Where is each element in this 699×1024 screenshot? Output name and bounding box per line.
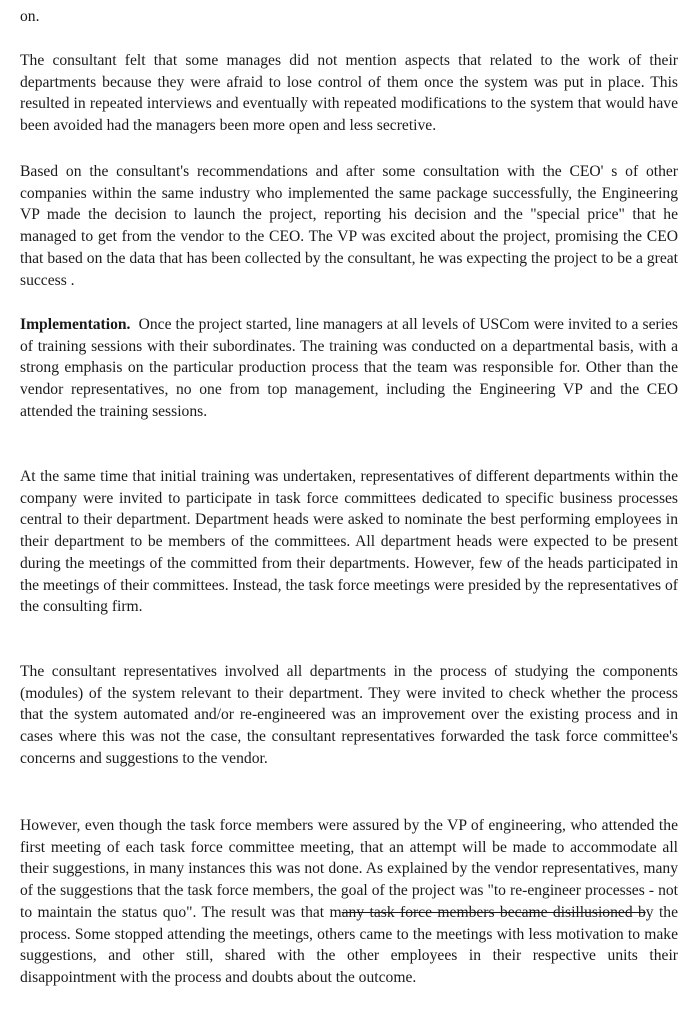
page-fragment: on. bbox=[20, 8, 40, 25]
paragraph-implementation bbox=[20, 314, 678, 423]
struck-through-text: any task force members became disillusioned b bbox=[341, 903, 646, 921]
disillusion-text-after: y the process. Some stopped attending the meetings, others came to the meetings with less motivation to make suggestions, and other still, shared with the other employees in their respective units their disappointment with the process and doubts about the outcome. bbox=[20, 903, 678, 986]
paragraph-disillusion bbox=[20, 815, 678, 989]
paragraph-consultant-representatives: The consultant representatives involved all departments in the process of studying the components (modules) of the system relevant to their department. They were invited to check whether the process that the system automated and/or re-engineered was an improvement over the existing process and in cases where this was not the case, the consultant representatives forwarded the task force committee's concerns and suggestions to the vendor. bbox=[20, 663, 678, 767]
paragraph-task-force: At the same time that initial training was undertaken, representatives of different departments within the company were invited to participate in task force committees dedicated to specific business processes central to their department. Department heads were asked to nominate the best performing employees in their department to be members of the committees. All department heads were expected to be present during the meetings of the committed from their departments. However, few of the heads participated in the meetings of their committees. Instead, the task force meetings were presided by the representatives of the consulting firm. bbox=[20, 468, 678, 616]
disillusion-text-before: However, even though the task force members were assured by the VP of engineering, who attended the first meeting of each task force committee meeting, that an attempt will be made to accommodate all their suggestions, in many instances this was not done. As explained by the vendor representatives, many of the suggestions that the task force members, the goal of the project was "to re-engineer processes - not to maintain the status quo". The result was that m bbox=[20, 817, 678, 921]
section-heading-implementation: Implementation. bbox=[20, 316, 131, 333]
implementation-text: Once the project started, line managers at all levels of USCom were invited to a series of training sessions with their subordinates. The training was conducted on a departmental basis, with a strong emphasis on the particular production process that the team was responsible for. Other than the vendor representatives, no one from top management, including the Engineering VP and the CEO attended the training sessions. bbox=[20, 316, 679, 420]
paragraph-recommendations: Based on the consultant's recommendations and after some consultation with the CEO' s of other companies within the same industry who implemented the same package successfully, the Engineering VP made the decision to launch the project, reporting his decision and the "special price" that he managed to get from the vendor to the CEO. The VP was excited about the project, promising the CEO that based on the data that has been collected by the consultant, he was expecting the project to be a great success . bbox=[20, 163, 678, 289]
paragraph-consultant-managers: The consultant felt that some manages did not mention aspects that related to the work of their departments because they were afraid to lose control of them once the system was put in place. This resulted in repeated interviews and eventually with repeated modifications to the system that would have been avoided had the managers been more open and less secretive. bbox=[20, 52, 678, 135]
